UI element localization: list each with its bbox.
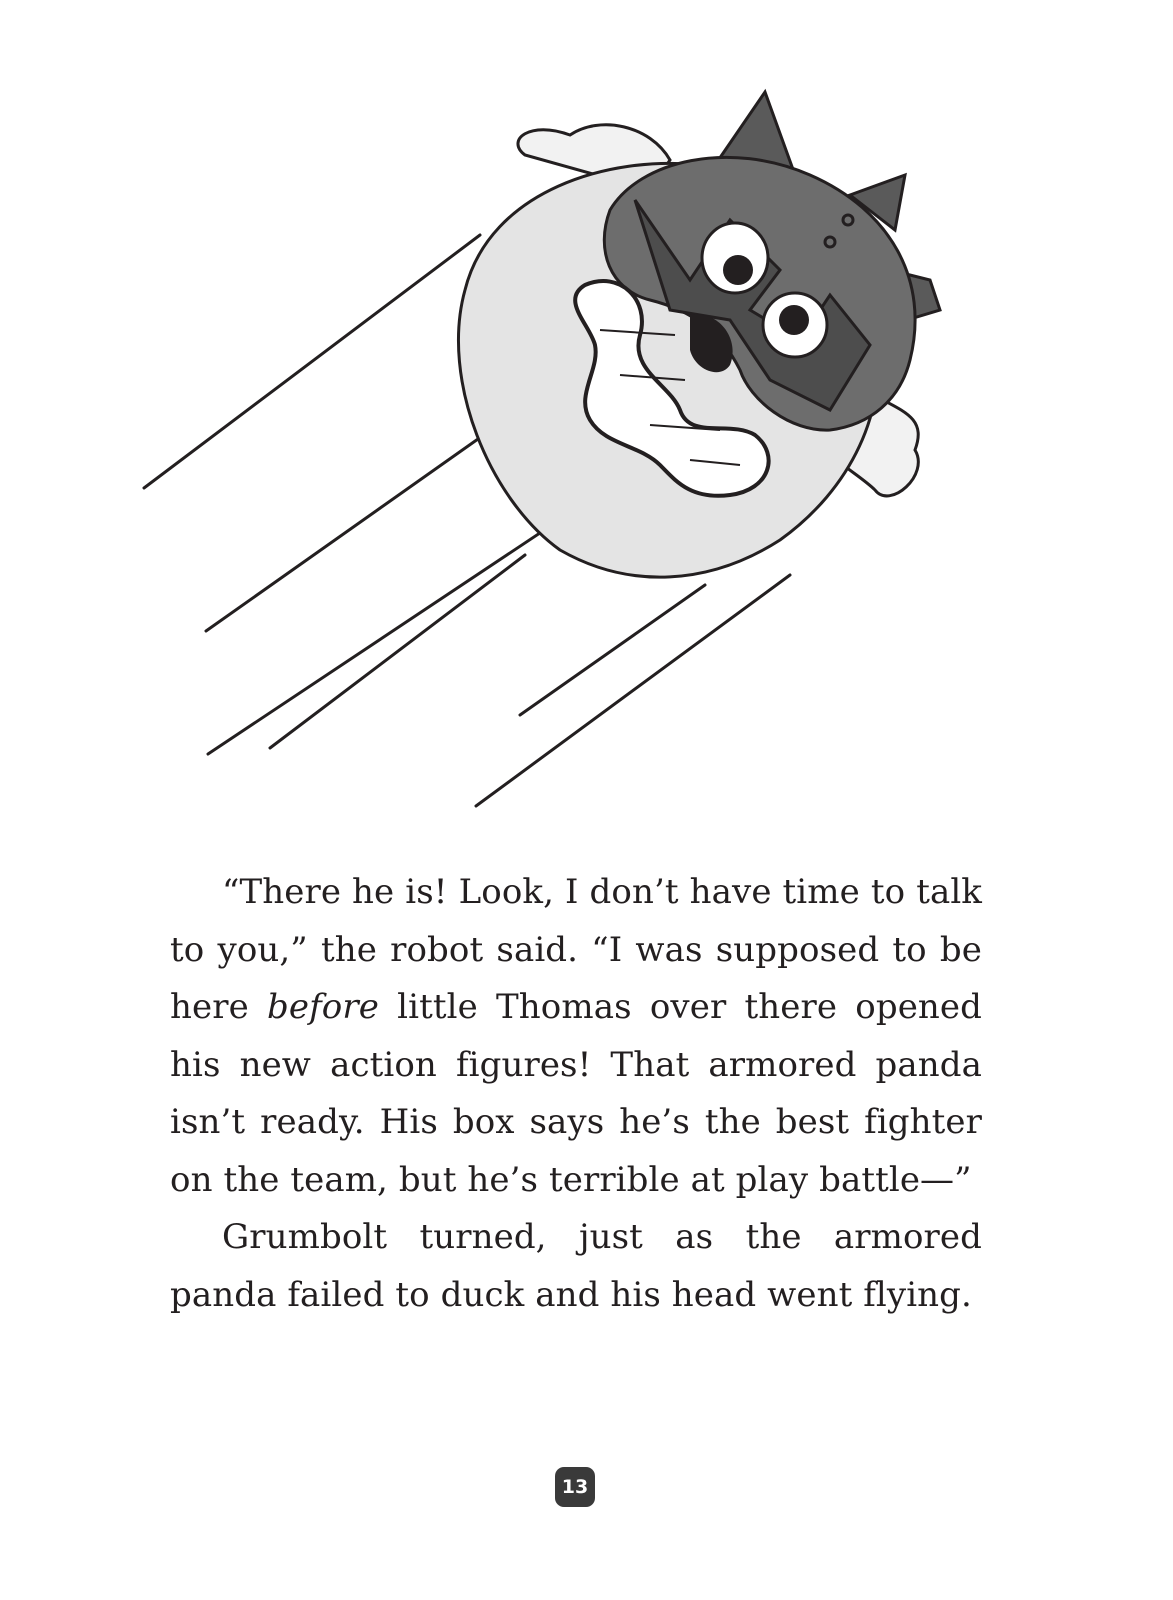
page-number-badge: 13 [555, 1467, 595, 1507]
paragraph-1 [170, 864, 982, 1209]
flying-panda-head-illustration [130, 80, 990, 820]
paragraph-1-emphasis: before [267, 987, 379, 1027]
paragraph-1-start: “There he is! Look, I don’t have time to talk to you,” the robot said. “I was supposed to be here [170, 872, 982, 1027]
panda-head-icon [130, 80, 990, 820]
story-text [170, 864, 982, 1324]
paragraph-1-end: little Thomas over there opened his new action figures! That armored panda isn’t ready. His box says he’s the best fighter on the team, but he’s terrible at play battle—” [170, 987, 983, 1200]
paragraph-2: Grumbolt turned, just as the armored panda failed to duck and his head went flying. [170, 1217, 982, 1315]
